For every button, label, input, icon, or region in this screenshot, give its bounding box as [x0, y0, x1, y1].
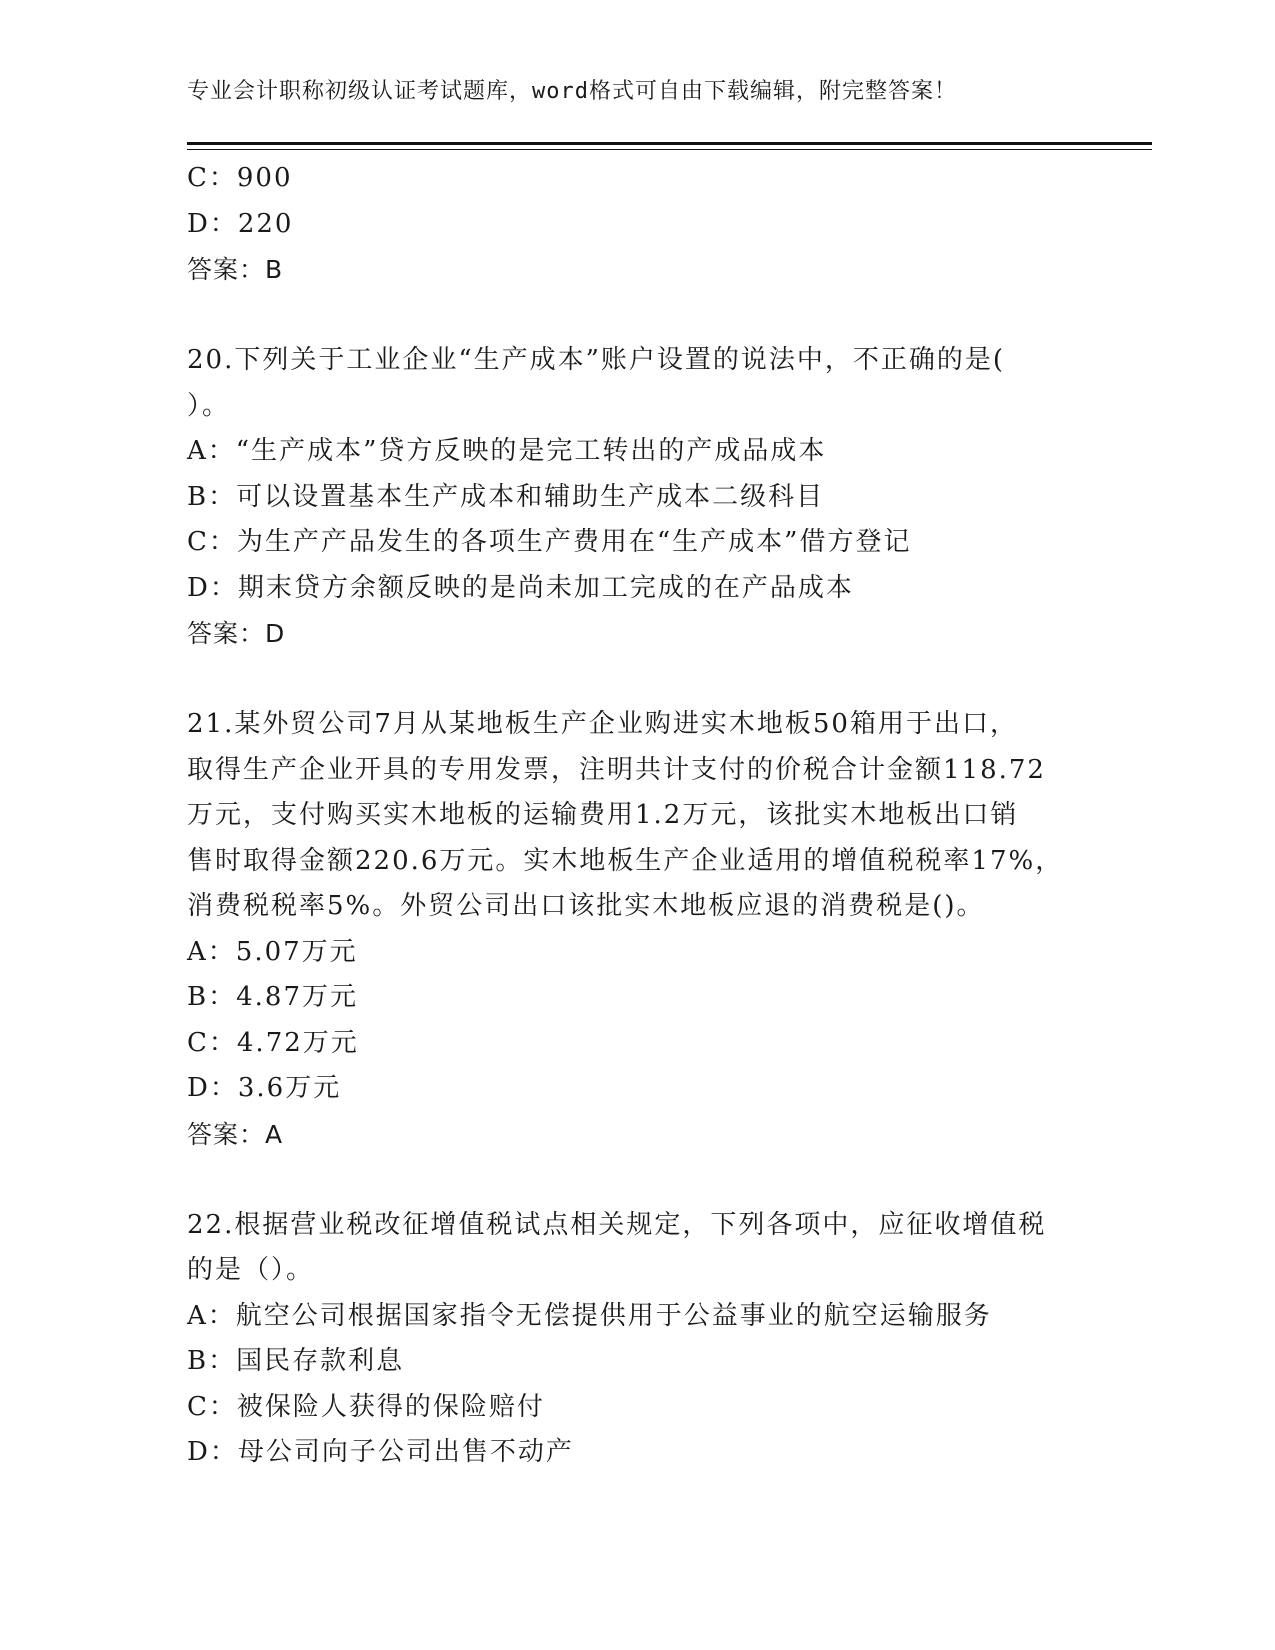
question-20: [187, 338, 1087, 657]
question-stem-line: 万元，支付购买实木地板的运输费用1.2万元，该批实木地板出口销: [187, 800, 1019, 830]
option-c: C：900: [187, 163, 293, 193]
option-d: D：220: [187, 208, 294, 239]
question-stem-line: 消费税税率5%。外贸公司出口该批实木地板应退的消费税是()。: [187, 891, 985, 921]
question-22: [187, 1203, 1087, 1476]
option-b: B：国民存款利息: [187, 1346, 405, 1376]
spacer: [187, 657, 1087, 703]
question-stem-line: 售时取得金额220.6万元。实木地板生产企业适用的增值税税率17%，: [187, 845, 1064, 876]
answer-line: 答案：B: [187, 255, 284, 284]
answer-line: 答案：D: [187, 619, 286, 648]
question-21: [187, 702, 1087, 1157]
option-a: A：5.07万元: [187, 936, 358, 967]
option-b: B：4.87万元: [187, 982, 358, 1012]
answer-line: 答案：A: [187, 1119, 284, 1149]
document-content: [187, 156, 1087, 1476]
question-stem-line: 20.下列关于工业企业“生产成本”账户设置的说法中，不正确的是(: [187, 345, 1006, 375]
spacer: [187, 1157, 1087, 1203]
option-d: D：期末贷方余额反映的是尚未加工完成的在产品成本: [187, 572, 854, 603]
option-b: B：可以设置基本生产成本和辅助生产成本二级科目: [187, 481, 825, 512]
option-c: C：被保险人获得的保险赔付: [187, 1391, 545, 1422]
option-a: A：“生产成本”贷方反映的是完工转出的产成品成本: [187, 436, 827, 466]
spacer: [187, 293, 1087, 339]
header-divider-thin: [187, 149, 1152, 150]
question-stem-line: ）。: [187, 390, 231, 421]
option-c: C：为生产产品发生的各项生产费用在“生产成本”借方登记: [187, 527, 912, 557]
option-d: D：3.6万元: [187, 1073, 342, 1103]
question-stem-line: 22.根据营业税改征增值税试点相关规定，下列各项中，应征收增值税: [187, 1209, 1047, 1240]
question-stem-line: 的是（）。: [187, 1255, 315, 1285]
option-a: A：航空公司根据国家指令无偿提供用于公益事业的航空运输服务: [187, 1300, 992, 1331]
page-header: 专业会计职称初级认证考试题库，word格式可自由下载编辑，附完整答案！: [187, 79, 957, 104]
header-divider-thick: [187, 142, 1152, 145]
option-d: D：母公司向子公司出售不动产: [187, 1437, 574, 1467]
option-c: C：4.72万元: [187, 1027, 359, 1058]
question-stem-line: 取得生产企业开具的专用发票，注明共计支付的价税合计金额118.72: [187, 754, 1046, 785]
question-stem-line: 21.某外贸公司7月从某地板生产企业购进实木地板50箱用于出口，: [187, 709, 1018, 739]
question-19-tail: [187, 156, 1087, 293]
